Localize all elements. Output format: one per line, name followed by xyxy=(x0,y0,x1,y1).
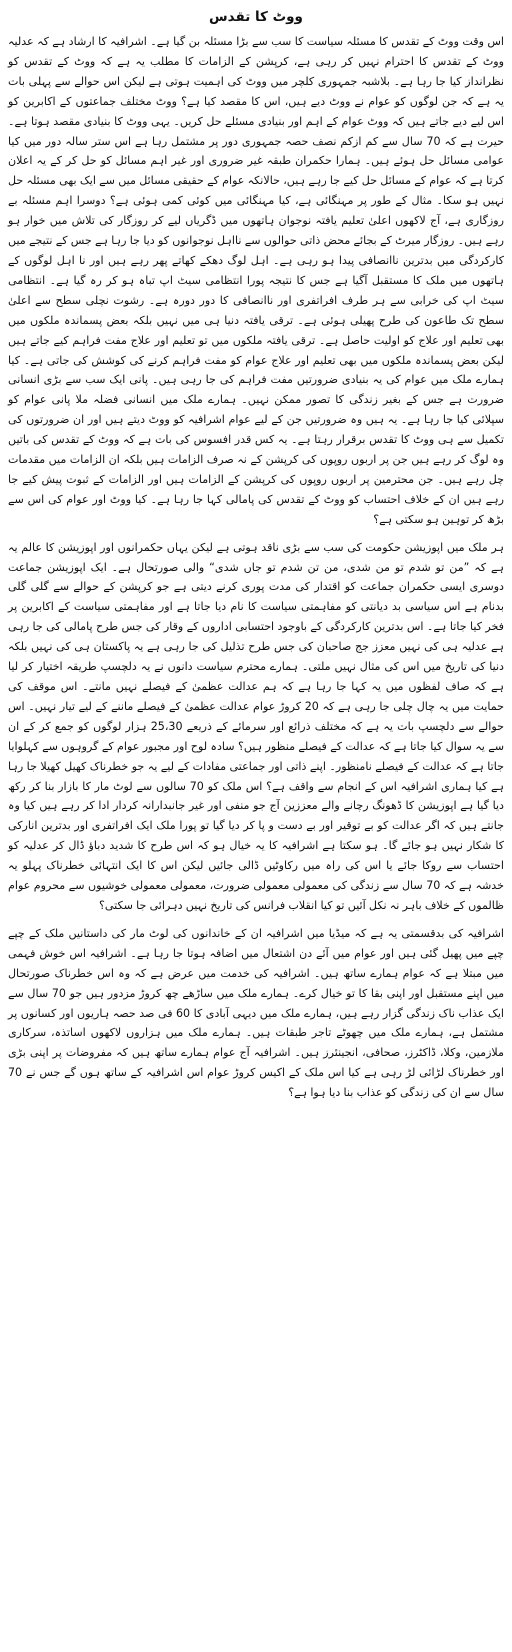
paragraph-3: اشرافیہ کی بدقسمتی یہ ہے کہ میڈیا میں اشرافیہ ان کے خاندانوں کی لوٹ مار کی داستانیں ملک کے چپے چپے میں پھیل گئی ہیں اور عوام میں آئے دن اشتعال میں اضافہ ہوتا جا رہا ہے۔ اشرافیہ اس خوش فہمی میں مبتلا ہے کہ عوام ہمارے ساتھ ہیں۔ اشرافیہ کی خدمت میں عرض ہے کہ وہ اس خطرناک صورتحال میں اپنے مستقبل اور اپنی بقا کا تو خیال کرے۔ ہمارے ملک میں ساڑھے چھ کروڑ مزدور ہیں جو 70 سال سے ایک عذاب ناک زندگی گزار رہے ہیں، ہمارے ملک میں دیہی آبادی کا 60 فی صد حصہ ہاریوں اور کسانوں پر مشتمل ہے، ہمارے ملک میں چھوٹے تاجر طبقات ہیں۔ ہمارے ملک میں ہزاروں لاکھوں اساتذہ، سرکاری ملازمین، وکلا، ڈاکٹرز، صحافی، انجینئرز ہیں۔ اشرافیہ آج عوام ہمارے ساتھ ہیں کہ مفروضات پر اپنی بڑی اور خطرناک لڑائی لڑ رہی ہے کیا اس ملک کے اکیس کروڑ عوام اس اشرافیہ کے ساتھ ہوں گے جس نے 70 سال سے ان کی زندگی کو عذاب بنا دیا ہوا ہے؟ xyxy=(8,926,505,1100)
paragraph-1: اس وقت ووٹ کے تقدس کا مسئلہ سیاست کا سب سے بڑا مسئلہ بن گیا ہے۔ اشرافیہ کا ارشاد ہے کہ عدلیہ ووٹ کے تقدس کا احترام نہیں کر رہی ہے، کرپشن کے الزامات کا مطلب یہ ہے کہ ووٹ کے تقدس کو نظرانداز کیا جا رہا ہے۔ بلاشبہ جمہوری کلچر میں ووٹ کی اہمیت ہوتی ہے لیکن اس حوالے سے پہلی بات یہ ہے کہ جن لوگوں کو عوام نے ووٹ دیے ہیں، اس کا مقصد کیا ہے؟ ووٹ مختلف جماعتوں کے اکابرین کو اس لیے دیے جاتے ہیں کہ ووٹ عوام کے اہم اور بنیادی مسئلے حل کریں۔ یہی ووٹ کا بنیادی مقصد ہوتا ہے۔ حیرت ہے کہ 70 سال سے کم ازکم نصف حصہ جمہوری دور پر مشتمل رہا ہے اس ستر سالہ دور میں کیا عوامی مسائل حل ہوئے ہیں۔ ہمارا حکمران طبقہ غیر ضروری اور غیر اہم مسائل کو حل کر کے یہ اعلان کرتا ہے کہ عوام کے مسائل حل کیے جا رہے ہیں، حالانکہ عوام کے حقیقی مسائل میں سے ایک بھی مسئلہ حل نہیں ہو سکا۔ مثال کے طور پر مہنگائی ہے، کیا مہنگائی میں کوئی کمی ہوئی ہے؟ دوسرا اہم مسئلہ بے روزگاری ہے، آج لاکھوں اعلیٰ تعلیم یافتہ نوجوان ہاتھوں میں ڈگریاں لیے کر روزگار کی تلاش میں خوار ہو رہے ہیں۔ روزگار میرٹ کے بجائے محض ذاتی حوالوں سے نااہل نوجوانوں کو دیا جا رہا ہے جس کے نتیجے میں کارکردگی میں بدترین ناانصافی پیدا ہو رہی ہے۔ اہل لوگ دھکے کھاتے پھر رہے ہیں اور نا اہل لوگوں کے ہاتھوں میں ملک کا مستقبل آگیا ہے جس کا نتیجہ پورا انتظامی سیٹ اپ تباہ ہو کر رہ گیا ہے۔ انتظامی سیٹ اپ کی خرابی سے ہر طرف افراتفری اور ناانصافی کا دور دورہ ہے۔ رشوت نچلی سطح سے اعلیٰ سطح تک طاعون کی طرح پھیلی ہوئی ہے۔ ترقی یافتہ دنیا ہی میں نہیں بلکہ بعض پسماندہ ملکوں میں بھی تعلیم اور علاج کو اولیت حاصل ہے۔ ترقی یافتہ ملکوں میں تو تعلیم اور علاج مفت فراہم کیے جاتے ہیں لیکن بعض پسماندہ ملکوں میں بھی تعلیم اور علاج عوام کو مفت فراہم کرنے کی کوشش کی جاتی ہے۔ کیا ہمارے ملک میں عوام کی یہ بنیادی ضرورتیں مفت فراہم کی جا رہی ہیں۔ پانی ایک سب سے بڑی انسانی ضرورت ہے جس کے بغیر زندگی کا تصور ممکن نہیں۔ ہمارے ملک میں انسانی فضلہ ملا پانی عوام کو سپلائی کیا جا رہا ہے۔ یہ ہیں وہ ضرورتیں جن کے لیے عوام اشرافیہ کو ووٹ دیتے ہیں اور ان ضرورتوں کی تکمیل سے ہی ووٹ کا تقدس برقرار رہتا ہے۔ یہ کس قدر افسوس کی بات ہے کہ ووٹ کے تقدس کی باتیں وہ لوگ کر رہے ہیں جن پر اربوں روپوں کی کرپشن کے نہ صرف الزامات ہیں بلکہ ان الزامات میں مقدمات چل رہے ہیں۔ جن محترمین پر اربوں روپوں کی کرپشن کے الزامات ہیں اور الزامات کے ثبوت پیش کیے جا رہے ہیں ان کے خلاف احتساب کو ووٹ کے تقدس کی پامالی کہا جا رہا ہے۔ کیا ووٹ اور عوام کی اس سے بڑھ کر توہین ہو سکتی ہے؟ xyxy=(8,35,504,526)
paragraph-2: ہر ملک میں اپوزیشن حکومت کی سب سے بڑی ناقد ہوتی ہے لیکن یہاں حکمرانوں اور اپوزیشن کا عالم یہ ہے کہ ”من تو شدم تو من شدی، من تن شدم تو جاں شدی“ والی صورتحال ہے۔ ایک اپوزیشن جماعت دوسری ایسی حکمران جماعت کو اقتدار کی مدت پوری کرنے دیتی ہے جو کرپشن کے حوالے سے گلی گلی بدنام ہے اس سیاسی بد دیانتی کو مفاہمتی سیاست کا نام دیا جاتا ہے اور مفاہمتی سیاست کے اکابرین پر فخر کیا جاتا ہے۔ اس بدترین کارکردگی کے باوجود احتسابی اداروں کے وقار کی جس طرح پامالی کی جا رہی ہے عدلیہ ہی کی نہیں معزز جج صاحبان کی جس طرح تذلیل کی جا رہی ہے یہ پاکستان ہی کی نہیں بلکہ دنیا کی تاریخ میں اس کی مثال نہیں ملتی۔ ہمارے محترم سیاست دانوں نے یہ دلچسپ طریقہ اختیار کر لیا ہے کہ صاف لفظوں میں یہ کہا جا رہا ہے کہ ہم عدالت عظمیٰ کے فیصلے نہیں مانتے۔ اس موقف کی حمایت میں یہ چال چلی جا رہی ہے کہ 20 کروڑ عوام عدالت عظمیٰ کے فیصلے ماننے کے لیے تیار نہیں۔ اس حوالے سے دلچسپ بات یہ ہے کہ مختلف ذرائع اور سرمائے کے ذریعے 25،30 ہزار لوگوں کو جمع کر کے ان سے یہ سوال کیا جاتا ہے کہ عدالت کے فیصلے منظور ہیں؟ سادہ لوح اور مجبور عوام کے گروہوں سے کہلوایا جاتا ہے کہ عدالت کے فیصلے نامنظور۔ اپنے ذاتی اور جماعتی مفادات کے لیے یہ جو خطرناک کھیل کھیلا جا رہا ہے کیا ہماری اشرافیہ اس کے انجام سے واقف ہے؟ اس ملک کو 70 سالوں سے لوٹ مار کا بازار بنا کر رکھ دیا گیا ہے اپوزیشن کا ڈھونگ رچانے والے معززین آج جو منفی اور غیر جانبدارانہ کردار ادا کر رہے ہیں کیا وہ جانتے ہیں کہ اگر عدالت کو بے توقیر اور بے دست و پا کر دیا گیا تو پورا ملک ایک افراتفری اور بدترین انارکی کا شکار نہیں ہو جائے گا۔ ہو سکتا ہے اشرافیہ کا یہ خیال ہو کہ اس طرح کا شدید دباؤ ڈال کر عدلیہ کو احتساب سے روکا جائے یا اس کی راہ میں رکاوٹیں ڈالی جائیں لیکن اس کا ایک انتہائی خطرناک پہلو یہ خدشہ ہے کہ 70 سال سے زندگی کی معمولی معمولی ضرورت، معمولی معمولی خوشیوں سے محروم عوام ظالموں کے خلاف باہر نہ نکل آئیں تو کیا انقلاب فرانس کی تاریخ نہیں دہرائی جا سکتی؟ xyxy=(8,540,504,912)
article-title: ووٹ کا تقدس xyxy=(209,9,303,25)
